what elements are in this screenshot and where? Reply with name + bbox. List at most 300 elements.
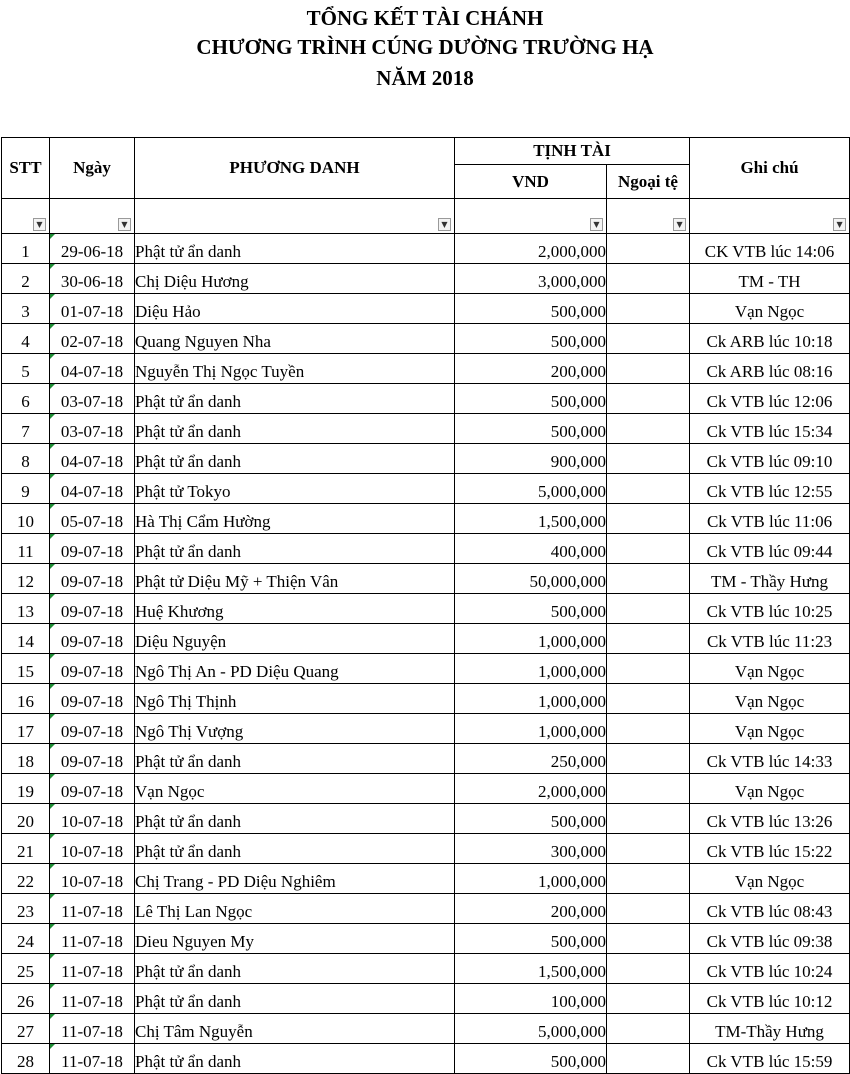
- cell-vnd-text: 5,000,000: [538, 1022, 606, 1041]
- cell-stt[interactable]: [2, 774, 50, 804]
- cell-date-text: 10-07-18: [60, 812, 124, 831]
- cell-stt[interactable]: [2, 984, 50, 1014]
- cell-stt-text: 14: [17, 632, 34, 651]
- cell-stt[interactable]: [2, 444, 50, 474]
- cell-vnd[interactable]: [455, 264, 607, 294]
- cell-note[interactable]: [690, 354, 850, 384]
- cell-vnd[interactable]: [455, 564, 607, 594]
- cell-stt[interactable]: [2, 834, 50, 864]
- cell-foreign[interactable]: [607, 624, 690, 654]
- cell-vnd-text: 50,000,000: [529, 572, 606, 591]
- cell-date-text: 09-07-18: [60, 602, 124, 621]
- cell-note[interactable]: [690, 264, 850, 294]
- cell-marker-icon: [50, 354, 55, 359]
- cell-stt-text: 20: [17, 812, 34, 831]
- cell-date[interactable]: [50, 534, 135, 564]
- cell-name[interactable]: [135, 924, 455, 954]
- cell-marker-icon: [50, 564, 55, 569]
- cell-vnd[interactable]: [455, 444, 607, 474]
- cell-name-text: Ngô Thị Thịnh: [135, 692, 237, 711]
- cell-note-text: TM - Thầy Hưng: [711, 572, 829, 591]
- cell-date[interactable]: [50, 474, 135, 504]
- cell-vnd-text: 400,000: [550, 542, 606, 561]
- cell-vnd[interactable]: [455, 804, 607, 834]
- cell-note[interactable]: [690, 444, 850, 474]
- cell-name[interactable]: [135, 834, 455, 864]
- cell-stt-text: 1: [21, 242, 30, 261]
- dropdown-arrow-icon[interactable]: ▼: [438, 218, 451, 231]
- cell-note[interactable]: [690, 984, 850, 1014]
- cell-vnd-text: 500,000: [550, 302, 606, 321]
- cell-date[interactable]: [50, 264, 135, 294]
- cell-foreign[interactable]: [607, 564, 690, 594]
- cell-foreign[interactable]: [607, 714, 690, 744]
- cell-date[interactable]: [50, 414, 135, 444]
- cell-name-text: Lê Thị Lan Ngọc: [135, 902, 253, 921]
- table-row: [2, 294, 850, 324]
- cell-note-text: Ck VTB lúc 11:23: [706, 632, 833, 651]
- cell-vnd[interactable]: [455, 354, 607, 384]
- cell-name[interactable]: [135, 954, 455, 984]
- cell-date[interactable]: [50, 444, 135, 474]
- cell-name-text: Phật tử ẩn danh: [135, 542, 242, 561]
- cell-note[interactable]: [690, 684, 850, 714]
- table-row: [2, 324, 850, 354]
- table-row: [2, 654, 850, 684]
- table-row: [2, 354, 850, 384]
- table-row: [2, 264, 850, 294]
- cell-stt[interactable]: [2, 714, 50, 744]
- cell-date[interactable]: [50, 654, 135, 684]
- cell-foreign[interactable]: [607, 924, 690, 954]
- dropdown-arrow-icon[interactable]: ▼: [590, 218, 603, 231]
- table-row: [2, 774, 850, 804]
- cell-stt[interactable]: [2, 894, 50, 924]
- cell-stt[interactable]: [2, 324, 50, 354]
- cell-vnd[interactable]: [455, 834, 607, 864]
- cell-date[interactable]: [50, 594, 135, 624]
- cell-name-text: Chị Trang - PD Diệu Nghiêm: [135, 872, 336, 891]
- cell-vnd[interactable]: [455, 1044, 607, 1074]
- cell-vnd[interactable]: [455, 294, 607, 324]
- cell-vnd[interactable]: [455, 474, 607, 504]
- cell-date-text: 09-07-18: [60, 542, 124, 561]
- cell-date[interactable]: [50, 984, 135, 1014]
- cell-date[interactable]: [50, 954, 135, 984]
- cell-stt[interactable]: [2, 804, 50, 834]
- cell-name-text: Hà Thị Cẩm Hường: [135, 512, 271, 531]
- cell-name-text: Phật tử Tokyo: [135, 482, 231, 501]
- cell-vnd[interactable]: [455, 654, 607, 684]
- cell-name[interactable]: [135, 414, 455, 444]
- cell-name-text: Phật tử ẩn danh: [135, 752, 242, 771]
- cell-marker-icon: [50, 684, 55, 689]
- cell-stt[interactable]: [2, 924, 50, 954]
- cell-foreign[interactable]: [607, 684, 690, 714]
- cell-stt-text: 5: [21, 362, 30, 381]
- cell-date[interactable]: [50, 774, 135, 804]
- cell-note[interactable]: [690, 714, 850, 744]
- report-title: TỔNG KẾT TÀI CHÁNH: [306, 6, 544, 30]
- cell-name-text: Phật tử ẩn danh: [135, 962, 242, 981]
- dropdown-arrow-icon[interactable]: ▼: [673, 218, 686, 231]
- cell-date[interactable]: [50, 504, 135, 534]
- cell-name[interactable]: [135, 1044, 455, 1074]
- cell-name[interactable]: [135, 864, 455, 894]
- cell-note-text: TM-Thầy Hưng: [715, 1022, 824, 1041]
- cell-date[interactable]: [50, 714, 135, 744]
- cell-date-text: 03-07-18: [60, 392, 124, 411]
- cell-name-text: Quang Nguyen Nha: [135, 332, 271, 351]
- cell-stt[interactable]: [2, 864, 50, 894]
- cell-foreign[interactable]: [607, 834, 690, 864]
- header-note: Ghi chú: [690, 138, 850, 199]
- cell-vnd[interactable]: [455, 984, 607, 1014]
- cell-vnd-text: 1,000,000: [538, 872, 606, 891]
- filter-cell-vnd: [455, 199, 607, 234]
- cell-note[interactable]: [690, 594, 850, 624]
- cell-note[interactable]: [690, 624, 850, 654]
- cell-stt-text: 23: [17, 902, 34, 921]
- cell-date-text: 11-07-18: [61, 1022, 123, 1041]
- cell-note-text: Ck VTB lúc 12:55: [706, 482, 833, 501]
- cell-date[interactable]: [50, 384, 135, 414]
- cell-note-text: Ck VTB lúc 12:06: [706, 392, 833, 411]
- header-name: PHƯƠNG DANH: [135, 138, 455, 199]
- cell-date[interactable]: [50, 324, 135, 354]
- cell-marker-icon: [50, 324, 55, 329]
- header-date: Ngày: [50, 138, 135, 199]
- cell-vnd[interactable]: [455, 534, 607, 564]
- cell-note-text: Vạn Ngọc: [734, 302, 805, 321]
- cell-foreign[interactable]: [607, 984, 690, 1014]
- cell-foreign[interactable]: [607, 264, 690, 294]
- cell-marker-icon: [50, 924, 55, 929]
- cell-name[interactable]: [135, 534, 455, 564]
- cell-foreign[interactable]: [607, 654, 690, 684]
- cell-foreign[interactable]: [607, 504, 690, 534]
- cell-vnd[interactable]: [455, 684, 607, 714]
- cell-date-text: 11-07-18: [61, 992, 123, 1011]
- cell-date-text: 11-07-18: [61, 1052, 123, 1071]
- cell-note[interactable]: [690, 804, 850, 834]
- cell-note[interactable]: [690, 564, 850, 594]
- cell-marker-icon: [50, 594, 55, 599]
- cell-name-text: Chị Diệu Hương: [135, 272, 249, 291]
- cell-date-text: 04-07-18: [60, 452, 124, 471]
- cell-stt-text: 17: [17, 722, 34, 741]
- cell-name[interactable]: [135, 354, 455, 384]
- cell-date[interactable]: [50, 744, 135, 774]
- cell-date-text: 09-07-18: [60, 782, 124, 801]
- header-stt: STT: [2, 138, 50, 199]
- cell-name-text: Phật tử ẩn danh: [135, 452, 242, 471]
- cell-stt[interactable]: [2, 684, 50, 714]
- cell-marker-icon: [50, 714, 55, 719]
- cell-vnd-text: 200,000: [550, 362, 606, 381]
- cell-vnd[interactable]: [455, 924, 607, 954]
- filter-cell-date: [50, 199, 135, 234]
- cell-date-text: 04-07-18: [60, 362, 124, 381]
- cell-date[interactable]: [50, 804, 135, 834]
- cell-vnd-text: 1,500,000: [538, 962, 606, 981]
- cell-foreign[interactable]: [607, 954, 690, 984]
- cell-vnd[interactable]: [455, 324, 607, 354]
- cell-vnd[interactable]: [455, 234, 607, 264]
- cell-date-text: 29-06-18: [60, 242, 124, 261]
- cell-date-text: 09-07-18: [60, 692, 124, 711]
- cell-note[interactable]: [690, 534, 850, 564]
- cell-stt-text: 15: [17, 662, 34, 681]
- cell-date[interactable]: [50, 684, 135, 714]
- cell-name-text: Phật tử ẩn danh: [135, 812, 242, 831]
- cell-vnd[interactable]: [455, 414, 607, 444]
- cell-vnd[interactable]: [455, 864, 607, 894]
- cell-name[interactable]: [135, 294, 455, 324]
- cell-name-text: Phật tử ẩn danh: [135, 992, 242, 1011]
- cell-foreign[interactable]: [607, 774, 690, 804]
- cell-date-text: 09-07-18: [60, 662, 124, 681]
- cell-note-text: Vạn Ngọc: [734, 692, 805, 711]
- cell-marker-icon: [50, 864, 55, 869]
- cell-name-text: Dieu Nguyen My: [135, 932, 254, 951]
- table-row: [2, 444, 850, 474]
- cell-foreign[interactable]: [607, 444, 690, 474]
- table-row: [2, 474, 850, 504]
- dropdown-arrow-icon[interactable]: ▼: [118, 218, 131, 231]
- cell-name-text: Nguyễn Thị Ngọc Tuyền: [135, 362, 305, 381]
- cell-vnd[interactable]: [455, 894, 607, 924]
- cell-vnd-text: 1,000,000: [538, 692, 606, 711]
- cell-marker-icon: [50, 654, 55, 659]
- cell-foreign[interactable]: [607, 804, 690, 834]
- cell-name[interactable]: [135, 234, 455, 264]
- cell-name[interactable]: [135, 504, 455, 534]
- cell-stt[interactable]: [2, 234, 50, 264]
- cell-name[interactable]: [135, 444, 455, 474]
- cell-vnd-text: 2,000,000: [538, 242, 606, 261]
- dropdown-arrow-icon[interactable]: ▼: [833, 218, 846, 231]
- table-row: [2, 924, 850, 954]
- cell-foreign[interactable]: [607, 594, 690, 624]
- dropdown-arrow-icon[interactable]: ▼: [33, 218, 46, 231]
- cell-vnd[interactable]: [455, 774, 607, 804]
- cell-note-text: Ck VTB lúc 11:06: [706, 512, 833, 531]
- cell-date[interactable]: [50, 894, 135, 924]
- cell-stt[interactable]: [2, 744, 50, 774]
- cell-vnd-text: 500,000: [550, 932, 606, 951]
- cell-foreign[interactable]: [607, 354, 690, 384]
- cell-foreign[interactable]: [607, 894, 690, 924]
- cell-vnd-text: 500,000: [550, 422, 606, 441]
- cell-name[interactable]: [135, 714, 455, 744]
- cell-date-text: 11-07-18: [61, 962, 123, 981]
- cell-date[interactable]: [50, 354, 135, 384]
- cell-note-text: Ck VTB lúc 13:26: [706, 812, 833, 831]
- cell-stt[interactable]: [2, 1044, 50, 1074]
- cell-vnd-text: 1,000,000: [538, 722, 606, 741]
- cell-vnd[interactable]: [455, 744, 607, 774]
- cell-name-text: Huệ Khương: [135, 602, 224, 621]
- cell-vnd-text: 500,000: [550, 812, 606, 831]
- cell-vnd-text: 900,000: [550, 452, 606, 471]
- cell-note-text: TM - TH: [738, 272, 801, 291]
- cell-stt[interactable]: [2, 564, 50, 594]
- cell-foreign[interactable]: [607, 744, 690, 774]
- cell-stt-text: 26: [17, 992, 34, 1011]
- cell-date-text: 03-07-18: [60, 422, 124, 441]
- cell-foreign[interactable]: [607, 534, 690, 564]
- cell-note[interactable]: [690, 1044, 850, 1074]
- cell-name[interactable]: [135, 984, 455, 1014]
- cell-note[interactable]: [690, 864, 850, 894]
- cell-date[interactable]: [50, 834, 135, 864]
- cell-note[interactable]: [690, 324, 850, 354]
- cell-vnd-text: 100,000: [550, 992, 606, 1011]
- cell-note-text: Ck VTB lúc 10:24: [706, 962, 833, 981]
- cell-note-text: Ck VTB lúc 10:25: [706, 602, 833, 621]
- cell-stt[interactable]: [2, 594, 50, 624]
- cell-marker-icon: [50, 234, 55, 239]
- cell-note[interactable]: [690, 414, 850, 444]
- cell-foreign[interactable]: [607, 474, 690, 504]
- cell-note[interactable]: [690, 384, 850, 414]
- cell-note[interactable]: [690, 294, 850, 324]
- cell-stt-text: 13: [17, 602, 34, 621]
- cell-name[interactable]: [135, 654, 455, 684]
- cell-date[interactable]: [50, 924, 135, 954]
- cell-vnd[interactable]: [455, 714, 607, 744]
- report-year: NĂM 2018: [376, 66, 474, 90]
- cell-stt[interactable]: [2, 384, 50, 414]
- cell-note[interactable]: [690, 924, 850, 954]
- cell-vnd-text: 300,000: [550, 842, 606, 861]
- cell-name[interactable]: [135, 384, 455, 414]
- cell-name-text: Phật tử ẩn danh: [135, 242, 242, 261]
- cell-foreign[interactable]: [607, 234, 690, 264]
- cell-name[interactable]: [135, 324, 455, 354]
- cell-foreign[interactable]: [607, 324, 690, 354]
- cell-date-text: 02-07-18: [60, 332, 124, 351]
- cell-stt[interactable]: [2, 654, 50, 684]
- table-row: [2, 684, 850, 714]
- table-row: [2, 504, 850, 534]
- cell-date[interactable]: [50, 864, 135, 894]
- cell-stt[interactable]: [2, 534, 50, 564]
- cell-name[interactable]: [135, 744, 455, 774]
- cell-name[interactable]: [135, 264, 455, 294]
- filter-cell-stt: [2, 199, 50, 234]
- cell-note[interactable]: [690, 1014, 850, 1044]
- cell-note[interactable]: [690, 894, 850, 924]
- cell-name[interactable]: [135, 894, 455, 924]
- cell-stt[interactable]: [2, 354, 50, 384]
- cell-date-text: 09-07-18: [60, 752, 124, 771]
- cell-foreign[interactable]: [607, 414, 690, 444]
- cell-stt[interactable]: [2, 624, 50, 654]
- cell-vnd[interactable]: [455, 954, 607, 984]
- cell-date[interactable]: [50, 564, 135, 594]
- cell-name[interactable]: [135, 1014, 455, 1044]
- table-row: [2, 384, 850, 414]
- filter-cell-note: [690, 199, 850, 234]
- cell-note[interactable]: [690, 774, 850, 804]
- cell-stt[interactable]: [2, 264, 50, 294]
- cell-date[interactable]: [50, 1044, 135, 1074]
- cell-vnd-text: 250,000: [550, 752, 606, 771]
- cell-date[interactable]: [50, 624, 135, 654]
- cell-vnd-text: 5,000,000: [538, 482, 606, 501]
- cell-stt-text: 10: [17, 512, 34, 531]
- cell-stt-text: 18: [17, 752, 34, 771]
- cell-stt-text: 11: [17, 542, 34, 561]
- cell-note[interactable]: [690, 654, 850, 684]
- cell-stt-text: 4: [21, 332, 30, 351]
- cell-foreign[interactable]: [607, 864, 690, 894]
- cell-name[interactable]: [135, 564, 455, 594]
- cell-stt[interactable]: [2, 474, 50, 504]
- cell-vnd-text: 3,000,000: [538, 272, 606, 291]
- cell-note[interactable]: [690, 954, 850, 984]
- cell-note[interactable]: [690, 834, 850, 864]
- cell-note-text: Ck VTB lúc 15:59: [706, 1052, 833, 1071]
- cell-name-text: Phật tử Diệu Mỹ + Thiện Vân: [135, 572, 339, 591]
- cell-vnd-text: 200,000: [550, 902, 606, 921]
- cell-stt[interactable]: [2, 504, 50, 534]
- cell-foreign[interactable]: [607, 384, 690, 414]
- cell-vnd-text: 2,000,000: [538, 782, 606, 801]
- table-row: [2, 714, 850, 744]
- cell-name[interactable]: [135, 474, 455, 504]
- cell-stt-text: 2: [21, 272, 30, 291]
- table-row: [2, 804, 850, 834]
- cell-name[interactable]: [135, 624, 455, 654]
- cell-vnd[interactable]: [455, 624, 607, 654]
- cell-date[interactable]: [50, 234, 135, 264]
- cell-date[interactable]: [50, 1014, 135, 1044]
- cell-note[interactable]: [690, 234, 850, 264]
- filter-row: [2, 199, 850, 234]
- cell-note-text: Vạn Ngọc: [734, 782, 805, 801]
- cell-vnd[interactable]: [455, 594, 607, 624]
- cell-vnd[interactable]: [455, 504, 607, 534]
- cell-note[interactable]: [690, 474, 850, 504]
- cell-marker-icon: [50, 744, 55, 749]
- cell-vnd[interactable]: [455, 384, 607, 414]
- cell-name-text: Phật tử ẩn danh: [135, 842, 242, 861]
- cell-stt[interactable]: [2, 294, 50, 324]
- cell-foreign[interactable]: [607, 1044, 690, 1074]
- cell-note[interactable]: [690, 504, 850, 534]
- cell-marker-icon: [50, 1014, 55, 1019]
- cell-name[interactable]: [135, 804, 455, 834]
- cell-stt[interactable]: [2, 954, 50, 984]
- cell-vnd-text: 500,000: [550, 332, 606, 351]
- cell-foreign[interactable]: [607, 1014, 690, 1044]
- cell-name[interactable]: [135, 684, 455, 714]
- cell-note[interactable]: [690, 744, 850, 774]
- cell-name[interactable]: [135, 594, 455, 624]
- cell-stt[interactable]: [2, 414, 50, 444]
- table-row: [2, 234, 850, 264]
- cell-date[interactable]: [50, 294, 135, 324]
- cell-date-text: 10-07-18: [60, 842, 124, 861]
- cell-date-text: 09-07-18: [60, 572, 124, 591]
- cell-name[interactable]: [135, 774, 455, 804]
- cell-stt[interactable]: [2, 1014, 50, 1044]
- cell-foreign[interactable]: [607, 294, 690, 324]
- cell-vnd[interactable]: [455, 1014, 607, 1044]
